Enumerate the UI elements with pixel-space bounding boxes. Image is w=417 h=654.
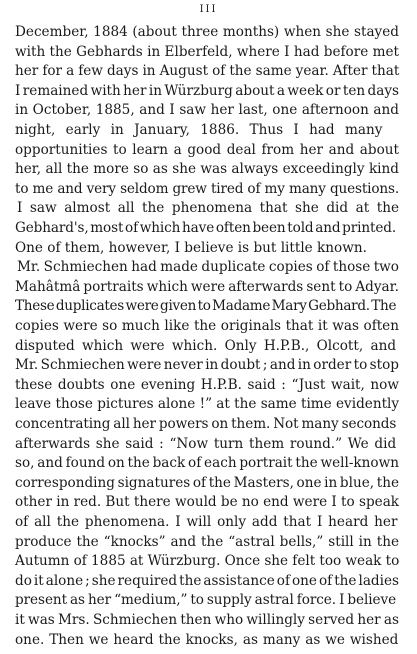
text-line: her for a few days in August of the same year. After that xyxy=(15,63,400,80)
text-line: so, and found on the back of each portrait the well-known xyxy=(15,455,399,472)
text-line: afterwards she said : “Now turn them round.” We did xyxy=(15,435,397,452)
text-line: it was Mrs. Schmiechen then who willingly served her as xyxy=(15,612,399,628)
text-line: present as her “medium,” to supply astral force. I believe xyxy=(15,592,397,609)
text-line: disputed which were which. Only H.P.B., Olcott, and xyxy=(15,337,397,354)
text-line: these doubts one evening H.P.B. said : “Just wait, now xyxy=(15,376,399,393)
text-line: Mr. Schmiechen were never in doubt ; and in order to stop xyxy=(15,357,399,374)
text-line: These duplicates were given to Madame Mary Gebhard. The xyxy=(15,298,397,315)
text-line: One of them, however, I believe is but little known. xyxy=(15,239,367,256)
text-line: do it alone ; she required the assistance of one of the ladies xyxy=(15,572,399,589)
text-line: her, all the more so as she was always exceedingly kind xyxy=(15,161,399,178)
text-line: to me and very seldom grew tired of my many questions. xyxy=(15,180,399,197)
text-line: Mr. Schmiechen had made duplicate copies of those two xyxy=(17,259,399,276)
text-line: with the Gebhards in Elberfeld, where I had before met xyxy=(15,43,399,60)
text-line: one. Then we heard the knocks, as many as we wished xyxy=(15,631,399,648)
text-line: I saw almost all the phenomena that she did at the xyxy=(17,200,399,217)
text-line: copies were so much like the originals that it was often xyxy=(15,318,399,334)
text-line: opportunities to learn a good deal from her and about xyxy=(15,141,399,158)
text-line: Gebhard's, most of which have often been told and printed. xyxy=(15,220,397,236)
page-number: III xyxy=(199,4,218,15)
text-line: December, 1884 (about three months) when she stayed xyxy=(15,24,399,40)
text-line: Mahâtmâ portraits which were afterwards sent to Adyar. xyxy=(15,278,399,295)
text-line: night, early in January, 1886. Thus I had many xyxy=(15,122,383,138)
text-line: produce the “knocks” and the “astral bells,” still in the xyxy=(15,533,399,550)
text-line: other in red. But there would be no end were I to speak xyxy=(15,494,400,511)
text-line: of all the phenomena. I will only add that I heard her xyxy=(15,514,398,530)
text-line: corresponding signatures of the Masters, one in blue, the xyxy=(15,474,399,491)
text-line: concentrating all her powers on them. Not many seconds xyxy=(15,416,397,432)
text-line: Autumn of 1885 at Würzburg. Once she felt too weak to xyxy=(15,553,400,570)
text-line: I remained with her in Würzburg about a week or ten days xyxy=(15,82,399,99)
text-line: leave those pictures alone !” at the same time evidently xyxy=(15,396,400,413)
text-line: in October, 1885, and I saw her last, one afternoon and xyxy=(15,102,399,119)
